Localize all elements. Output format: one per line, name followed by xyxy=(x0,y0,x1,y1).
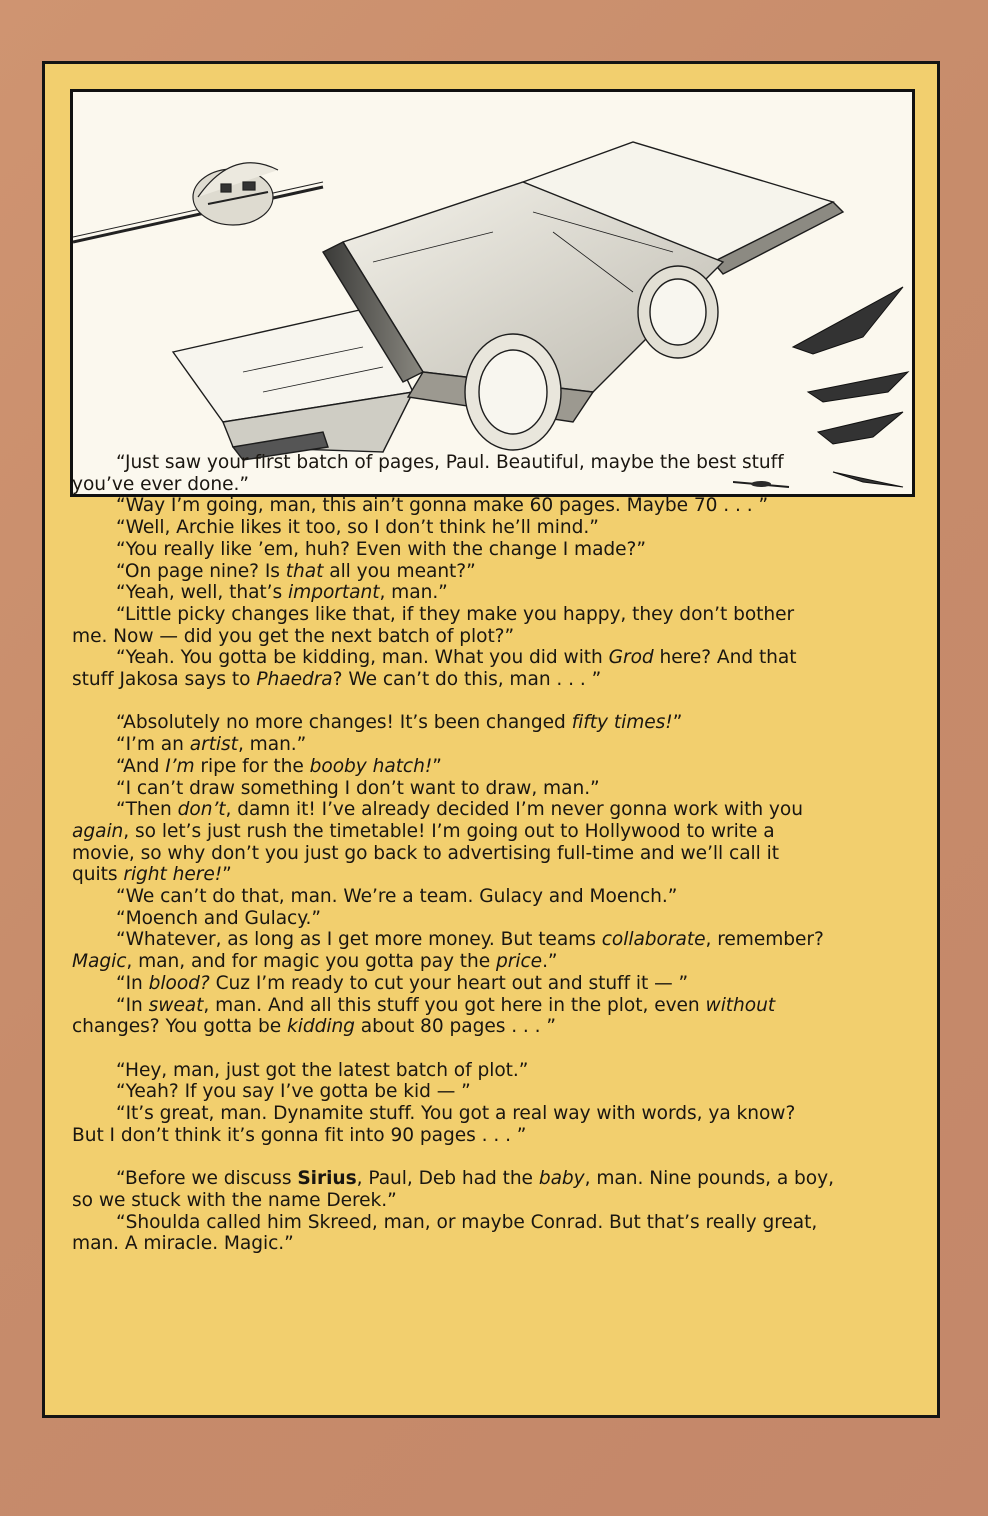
dialogue-segment: “I’m an xyxy=(116,734,190,756)
dialogue-segment: “Shoulda called him Skreed, man, or maybe Conrad. But that’s really great, xyxy=(116,1211,818,1233)
dialogue-segment: , man.” xyxy=(379,582,448,604)
dialogue-segment: you’ve ever done.” xyxy=(72,473,249,495)
dialogue-line xyxy=(72,778,852,800)
dialogue-segment: that xyxy=(285,560,324,582)
dialogue-segment: ? We can’t do this, man . . . ” xyxy=(332,669,602,691)
dialogue-line xyxy=(72,929,852,951)
dialogue-segment: ” xyxy=(432,755,442,777)
dialogue-segment: “In xyxy=(116,994,149,1016)
dialogue-segment: collaborate xyxy=(601,929,706,951)
dialogue-line xyxy=(72,1233,852,1255)
dialogue-line xyxy=(72,843,852,865)
dialogue-segment: , man. And all this stuff you got here in the plot, even xyxy=(203,994,706,1016)
dialogue-segment: stuff Jakosa says to xyxy=(72,669,257,691)
dialogue-segment: “Yeah. You gotta be kidding, man. What you did with xyxy=(116,647,609,669)
dialogue-line xyxy=(72,1190,852,1212)
paragraph-gap xyxy=(72,1146,852,1168)
dialogue-segment: Magic xyxy=(72,951,127,973)
dialogue-segment: “Little picky changes like that, if they make you happy, they don’t bother xyxy=(116,603,795,625)
dialogue-segment: “Yeah? If you say I’ve gotta be kid — ” xyxy=(116,1081,471,1103)
dialogue-line xyxy=(72,669,852,691)
dialogue-segment: again xyxy=(72,820,124,842)
dialogue-segment: “On page nine? Is xyxy=(116,560,286,582)
dialogue-segment: quits xyxy=(72,864,124,886)
dialogue-segment: blood? xyxy=(148,972,210,994)
dialogue-segment: , man.” xyxy=(237,734,307,756)
spaceship-illustration xyxy=(70,89,915,497)
dialogue-segment: “We can’t do that, man. We’re a team. Gulacy and Moench.” xyxy=(116,886,678,908)
dialogue-segment: all you meant?” xyxy=(323,560,476,582)
dialogue-line xyxy=(72,799,852,821)
dialogue-segment: “Moench and Gulacy.” xyxy=(116,907,321,929)
dialogue-line xyxy=(72,647,852,669)
dialogue-segment: kidding xyxy=(286,1016,355,1038)
dialogue-segment: changes? You gotta be xyxy=(72,1016,287,1038)
dialogue-line xyxy=(72,908,852,930)
dialogue-segment: Sirius xyxy=(297,1168,357,1190)
dialogue-segment: “Before we discuss xyxy=(116,1168,298,1190)
dialogue-segment: baby xyxy=(538,1168,585,1190)
dialogue-line xyxy=(72,539,852,561)
dialogue-line xyxy=(72,864,852,886)
dialogue-segment: me. Now — did you get the next batch of plot?” xyxy=(72,625,515,647)
dialogue-line xyxy=(72,626,852,648)
dialogue-segment: , damn it! I’ve already decided I’m never gonna work with you xyxy=(225,799,803,821)
dialogue-segment: “Absolutely no more changes! It’s been changed xyxy=(116,712,572,734)
dialogue-line xyxy=(72,1103,852,1125)
dialogue-segment: so we stuck with the name Derek.” xyxy=(72,1189,397,1211)
dialogue-line xyxy=(72,973,852,995)
dialogue-line xyxy=(72,734,852,756)
dialogue-segment: “Just saw your first batch of pages, Paul. Beautiful, maybe the best stuff xyxy=(116,452,784,473)
dialogue-segment: artist xyxy=(189,734,238,756)
dialogue-line xyxy=(72,1060,852,1082)
dialogue-line xyxy=(72,995,852,1017)
small-ship-icon xyxy=(73,163,323,242)
dialogue-segment: , man, and for magic you gotta pay the xyxy=(126,951,497,973)
dialogue-line xyxy=(72,1168,852,1190)
dialogue-segment: “Yeah, well, that’s xyxy=(116,582,289,604)
dialogue-segment: Cuz I’m ready to cut your heart out and stuff it — ” xyxy=(209,972,689,994)
dialogue-segment: “It’s great, man. Dynamite stuff. You got a real way with words, ya know? xyxy=(116,1103,796,1125)
dialogue-segment: don’t xyxy=(177,799,226,821)
dialogue-segment: ripe for the xyxy=(194,755,310,777)
dialogue-segment: “And xyxy=(116,755,166,777)
spaceship-scene-icon xyxy=(73,92,912,494)
dialogue-line xyxy=(72,1125,852,1147)
dialogue-segment: “In xyxy=(116,972,149,994)
dialogue-line xyxy=(72,582,852,604)
dialogue-line xyxy=(72,474,852,496)
paragraph-gap xyxy=(72,691,852,713)
dialogue-segment: movie, so why don’t you just go back to advertising full-time and we’ll call it xyxy=(72,842,779,864)
dialogue-segment: booby hatch! xyxy=(309,755,433,777)
dialogue-segment: about 80 pages . . . ” xyxy=(354,1016,556,1038)
dialogue-segment: sweat xyxy=(148,994,204,1016)
dialogue-segment: ” xyxy=(222,864,232,886)
dialogue-segment: “Whatever, as long as I get more money. But teams xyxy=(116,929,602,951)
large-ship-icon xyxy=(173,142,843,460)
dialogue-segment: here? And that xyxy=(653,647,797,669)
dialogue-line xyxy=(72,712,852,734)
dialogue-segment: right here! xyxy=(123,864,223,886)
dialogue-segment: important xyxy=(288,582,380,604)
dialogue-line xyxy=(72,561,852,583)
dialogue-segment: I’m xyxy=(165,755,195,777)
dialogue-segment: fifty times! xyxy=(571,712,673,734)
dialogue-line xyxy=(72,604,852,626)
dialogue-segment: , man. Nine pounds, a boy, xyxy=(584,1168,834,1190)
dialogue-segment: “Way I’m going, man, this ain’t gonna make 60 pages. Maybe 70 . . . ” xyxy=(116,495,769,517)
dialogue-segment: , Paul, Deb had the xyxy=(356,1168,539,1190)
dialogue-line xyxy=(72,821,852,843)
dialogue-segment: price xyxy=(496,951,543,973)
dialogue-segment: , so let’s just rush the timetable! I’m going out to Hollywood to write a xyxy=(123,820,775,842)
dialogue-segment: Grod xyxy=(608,647,654,669)
dialogue-text xyxy=(72,452,852,1255)
dialogue-segment: .” xyxy=(542,951,558,973)
dialogue-segment: ” xyxy=(672,712,683,734)
dialogue-segment: “I can’t draw something I don’t want to draw, man.” xyxy=(116,777,600,799)
dialogue-line xyxy=(72,495,852,517)
dialogue-segment: without xyxy=(705,994,776,1016)
dialogue-line xyxy=(72,517,852,539)
dialogue-line xyxy=(72,1016,852,1038)
dialogue-line xyxy=(72,886,852,908)
dialogue-segment: Phaedra xyxy=(256,669,333,691)
paragraph-gap xyxy=(72,1038,852,1060)
dialogue-segment: “Hey, man, just got the latest batch of plot.” xyxy=(116,1059,529,1081)
dialogue-line xyxy=(72,951,852,973)
dialogue-segment: “Then xyxy=(116,799,178,821)
dialogue-line xyxy=(72,452,852,474)
dialogue-line xyxy=(72,1212,852,1234)
dialogue-segment: But I don’t think it’s gonna fit into 90 pages . . . ” xyxy=(72,1124,527,1146)
dialogue-line xyxy=(72,1081,852,1103)
dialogue-segment: , remember? xyxy=(705,929,824,951)
dialogue-line xyxy=(72,756,852,778)
dialogue-segment: “Well, Archie likes it too, so I don’t think he’ll mind.” xyxy=(116,517,599,539)
dialogue-segment: “You really like ’em, huh? Even with the change I made?” xyxy=(116,538,646,560)
dialogue-segment: man. A miracle. Magic.” xyxy=(72,1233,294,1255)
